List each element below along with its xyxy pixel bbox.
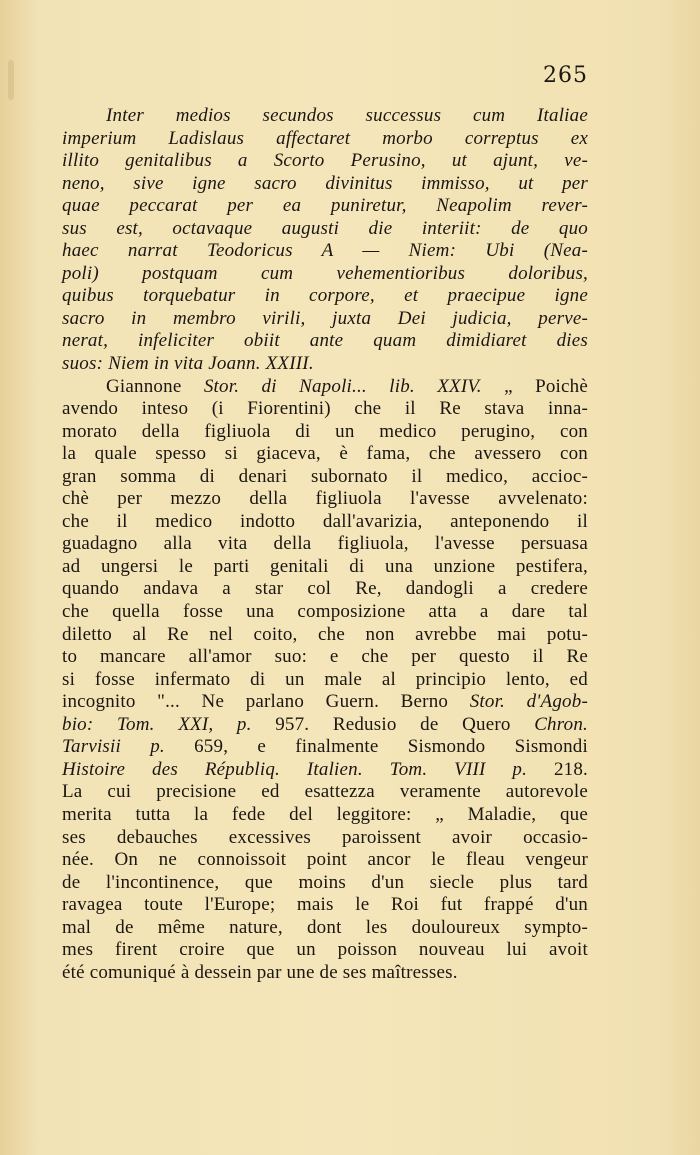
- text-segment: née. On ne connoissoit point ancor le fleau vengeur: [62, 849, 588, 871]
- text-segment: 957. Redusio de Quero: [251, 713, 535, 735]
- text-segment: gran somma di denari subornato il medico, accioc-: [62, 465, 588, 487]
- text-segment: chè per mezzo della figliuola l'avesse avvelenato:: [62, 488, 588, 510]
- text-line: [62, 624, 588, 647]
- text-segment: sus est, octavaque augusti die interiit: de quo: [62, 217, 588, 239]
- text-segment: été comuniqué à dessein par une de ses maîtresses.: [62, 961, 458, 983]
- text-segment: merita tutta la fede del leggitore: „ Maladie, que: [62, 803, 588, 825]
- text-segment: che quella fosse una composizione atta a dare tal: [62, 601, 588, 623]
- text-segment: che il medico indotto dall'avarizia, anteponendo il: [62, 510, 588, 532]
- text-line: [62, 578, 588, 601]
- text-line: [62, 376, 588, 399]
- text-line: [62, 917, 588, 940]
- text-segment: „ Poichè: [481, 375, 588, 397]
- italic-text: Histoire des Républiq. Italien. Tom. VIII p.: [62, 758, 528, 780]
- text-line: [62, 173, 588, 196]
- text-segment: poli) postquam cum vehementioribus doloribus,: [62, 262, 588, 284]
- text-line: [62, 939, 588, 962]
- text-line: [62, 353, 588, 376]
- italic-text: bio: Tom. XXI, p.: [62, 713, 252, 735]
- text-segment: sacro in membro virili, juxta Dei judicia, perve-: [62, 307, 588, 329]
- text-line: [62, 804, 588, 827]
- text-segment: quae peccarat per ea puniretur, Neapolim rever-: [62, 195, 588, 217]
- italic-text: Stor. di Napoli... lib. XXIV.: [203, 375, 482, 397]
- text-line: [62, 962, 588, 985]
- text-segment: morato della figliuola di un medico perugino, con: [62, 420, 588, 442]
- text-segment: suos: Niem in vita Joann. XXIII.: [62, 353, 314, 375]
- text-line: [62, 488, 588, 511]
- text-segment: Inter medios secundos successus cum Italiae: [106, 105, 588, 126]
- text-line: [62, 669, 588, 692]
- text-line: [62, 263, 588, 286]
- text-segment: La cui precisione ed esattezza veramente autorevole: [62, 781, 588, 803]
- text-line: [62, 128, 588, 151]
- body-text: [62, 105, 588, 984]
- text-line: [62, 849, 588, 872]
- text-segment: 218.: [527, 758, 589, 780]
- text-segment: mal de même nature, dont les douloureux sympto-: [62, 916, 588, 938]
- text-line: [62, 195, 588, 218]
- text-segment: guadagno alla vita della figliuola, l'avesse persuasa: [62, 533, 588, 555]
- text-line: [62, 781, 588, 804]
- text-line: [62, 714, 588, 737]
- text-segment: imperium Ladislaus affectaret morbo correptus ex: [62, 127, 588, 149]
- text-line: [62, 466, 588, 489]
- page-stain: [8, 60, 14, 100]
- text-line: [62, 150, 588, 173]
- text-segment: quibus torquebatur in corpore, et praecipue igne: [62, 285, 588, 307]
- text-line: [62, 691, 588, 714]
- text-line: [62, 421, 588, 444]
- text-line: [62, 827, 588, 850]
- text-line: [62, 308, 588, 331]
- text-segment: la quale spesso si giaceva, è fama, che avessero con: [62, 443, 588, 465]
- text-segment: Giannone: [106, 375, 204, 397]
- text-line: [62, 398, 588, 421]
- text-segment: illito genitalibus a Scorto Perusino, ut ajunt, ve-: [62, 150, 588, 172]
- text-segment: si fosse infermato di un male al principio lento, ed: [62, 668, 588, 690]
- text-line: [62, 511, 588, 534]
- text-segment: 659, e finalmente Sismondo Sismondi: [164, 736, 588, 758]
- text-line: [62, 556, 588, 579]
- page-number: 265: [543, 63, 588, 88]
- italic-text: Chron.: [534, 713, 588, 735]
- text-segment: ses debauches excessives paroissent avoir occasio-: [62, 826, 588, 848]
- text-line: [62, 105, 588, 128]
- text-segment: haec narrat Teodoricus A — Niem: Ubi (Nea-: [62, 240, 588, 262]
- text-line: [62, 218, 588, 241]
- text-segment: avendo inteso (i Fiorentini) che il Re stava inna-: [62, 398, 588, 420]
- text-segment: de l'incontinence, que moins d'un siecle plus tard: [62, 871, 588, 893]
- text-line: [62, 533, 588, 556]
- text-segment: mes firent croire que un poisson nouveau lui avoit: [62, 939, 588, 961]
- text-segment: diletto al Re nel coito, che non avrebbe mai potu-: [62, 623, 588, 645]
- text-line: [62, 285, 588, 308]
- text-line: [62, 601, 588, 624]
- text-line: [62, 759, 588, 782]
- text-line: [62, 330, 588, 353]
- text-line: [62, 872, 588, 895]
- text-line: [62, 894, 588, 917]
- italic-text: Tarvisii p.: [62, 736, 165, 758]
- text-segment: to mancare all'amor suo: e che per questo il Re: [62, 646, 588, 668]
- text-segment: incognito "... Ne parlano Guern. Berno: [62, 691, 470, 713]
- text-line: [62, 240, 588, 263]
- text-segment: quando andava a star col Re, dandogli a credere: [62, 578, 588, 600]
- text-line: [62, 736, 588, 759]
- text-line: [62, 646, 588, 669]
- text-segment: ad ungersi le parti genitali di una unzione pestifera,: [62, 555, 588, 577]
- text-line: [62, 443, 588, 466]
- text-segment: ravagea toute l'Europe; mais le Roi fut frappé d'un: [62, 894, 588, 916]
- text-segment: neno, sive igne sacro divinitus immisso, ut per: [62, 172, 588, 194]
- italic-text: Stor. d'Agob-: [469, 691, 588, 713]
- text-segment: nerat, infeliciter obiit ante quam dimidiaret dies: [62, 330, 588, 352]
